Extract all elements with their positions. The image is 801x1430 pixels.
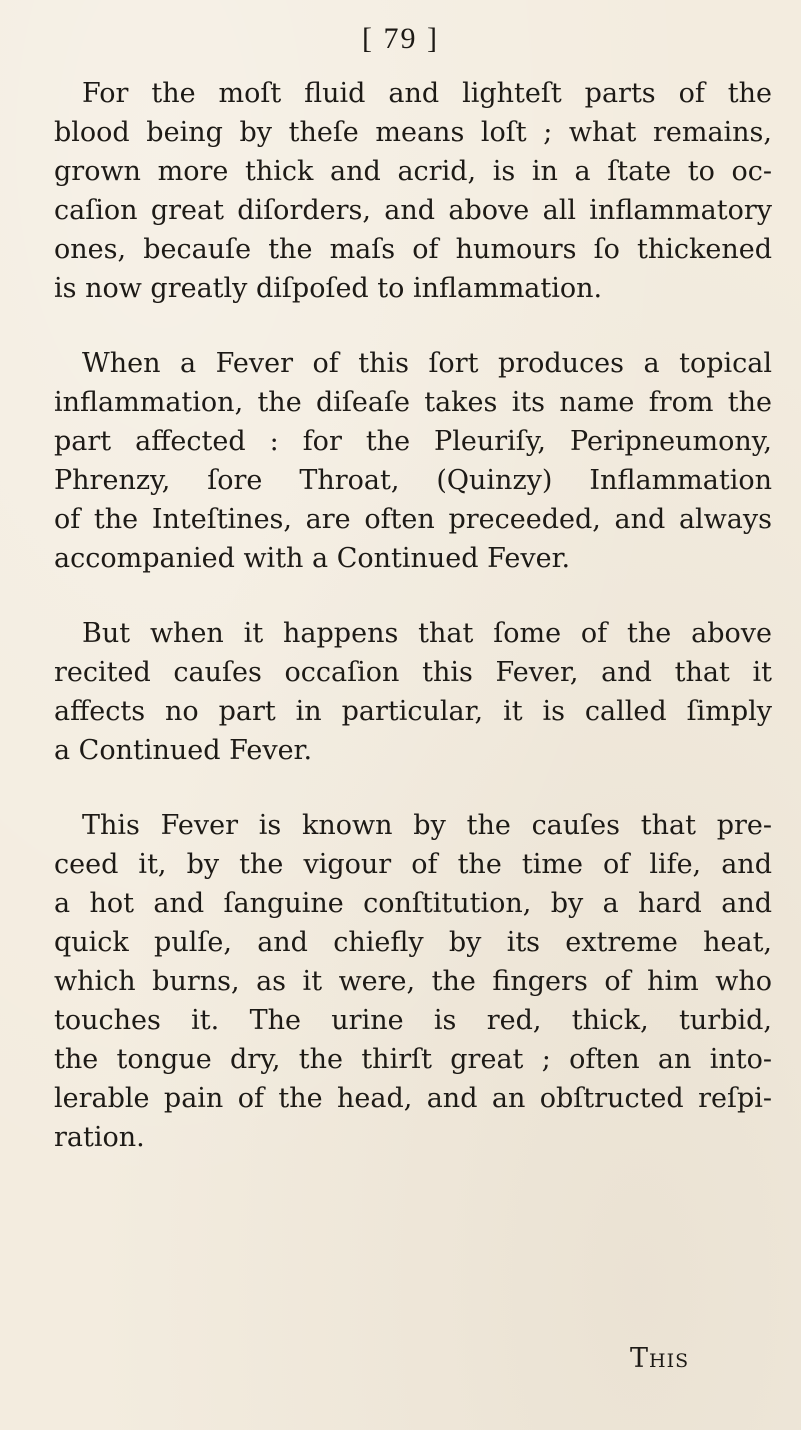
paragraph-4 xyxy=(54,806,772,1157)
text-line: caſion great diſorders, and above all inflammatory xyxy=(54,195,772,226)
text-line: ration. xyxy=(54,1122,145,1153)
text-line: touches it. The urine is red, thick, turbid, xyxy=(54,1005,772,1036)
body-text xyxy=(54,74,772,1193)
paragraph-2 xyxy=(54,344,772,578)
text-line: of the Inteſtines, are often preceeded, and always xyxy=(54,504,772,535)
text-line: This Fever is known by the cauſes that pre- xyxy=(82,810,772,841)
paragraph-1 xyxy=(54,74,772,308)
text-line: But when it happens that ſome of the above xyxy=(82,618,772,649)
text-line: ceed it, by the vigour of the time of life, and xyxy=(54,849,772,880)
text-line: recited cauſes occaſion this Fever, and that it xyxy=(54,657,772,688)
text-line: lerable pain of the head, and an obſtructed reſpi- xyxy=(54,1083,772,1114)
text-line: accompanied with a Continued Fever. xyxy=(54,543,571,574)
text-line: is now greatly diſpoſed to inflammation. xyxy=(54,273,603,304)
text-line: which burns, as it were, the fingers of him who xyxy=(54,966,772,997)
text-line: inflammation, the diſeaſe takes its name from the xyxy=(54,387,772,418)
text-line: blood being by theſe means loſt ; what remains, xyxy=(54,117,772,148)
page-number: [ 79 ] xyxy=(362,22,439,55)
text-line: grown more thick and acrid, is in a ſtate to oc- xyxy=(54,156,772,187)
text-line: quick pulſe, and chiefly by its extreme heat, xyxy=(54,927,772,958)
text-line: When a Fever of this ſort produces a topical xyxy=(82,348,772,379)
text-line: the tongue dry, the thirſt great ; often an into- xyxy=(54,1044,772,1075)
paragraph-3 xyxy=(54,614,772,770)
text-line: affects no part in particular, it is called ſimply xyxy=(54,696,772,727)
catchword: This xyxy=(630,1343,690,1374)
text-line: a hot and ſanguine conſtitution, by a hard and xyxy=(54,888,772,919)
text-line: For the moſt fluid and lighteſt parts of the xyxy=(82,78,772,109)
text-line: a Continued Fever. xyxy=(54,735,313,766)
text-line: part affected : for the Pleuriſy, Peripneumony, xyxy=(54,426,772,457)
text-line: Phrenzy, ſore Throat, (Quinzy) Inflammation xyxy=(54,465,772,496)
text-line: ones, becauſe the maſs of humours ſo thickened xyxy=(54,234,772,265)
